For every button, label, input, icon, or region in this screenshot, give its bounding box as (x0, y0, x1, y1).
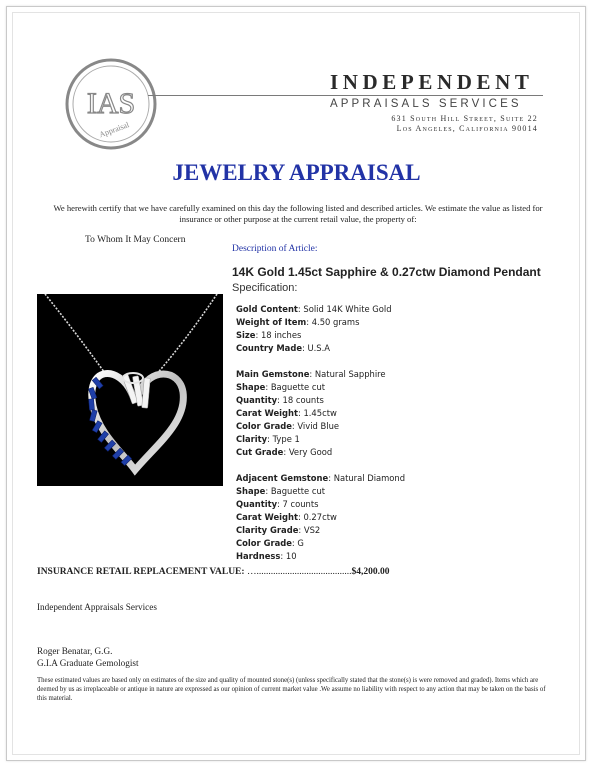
spec-row-main-cut: Cut Grade: Very Good (236, 447, 333, 457)
ias-logo (65, 58, 157, 150)
address-line-1: 631 South Hill Street, Suite 22 (391, 114, 538, 123)
logo-text: IAS (86, 87, 136, 120)
item-title: 14K Gold 1.45ct Sapphire & 0.27ctw Diamond Pendant (232, 265, 541, 279)
company-name: INDEPENDENT (330, 70, 534, 94)
spec-row-adjacent-gemstone: Adjacent Gemstone: Natural Diamond (236, 473, 406, 483)
address-line-2: Los Angeles, California 90014 (396, 124, 538, 133)
spec-row-adjacent-shape: Shape: Baguette cut (236, 486, 326, 496)
insurance-value-line (37, 567, 389, 577)
spec-row-gold-content: Gold Content: Solid 14K White Gold (236, 304, 392, 314)
spec-row-adjacent-carat: Carat Weight: 0.27ctw (236, 512, 337, 522)
signer-name: Roger Benatar, G.G. (37, 646, 113, 656)
description-label: Description of Article: (232, 244, 318, 254)
company-subtitle: APPRAISALS SERVICES (330, 98, 522, 110)
disclaimer-text: These estimated values are based only on estimates of the size and quality of mounted stone(s) (unless specifically stated that the stone(s) is were removed and graded). Items which are deemed by us as irreplaceable or antique in nature are expressed as our opinion of current market value .We assume no liability with respect to any action that may be taken on the basis of this material. (37, 677, 546, 702)
header-rule (148, 95, 543, 96)
spec-row-adjacent-quantity: Quantity: 7 counts (236, 499, 319, 509)
signature-company: Independent Appraisals Services (37, 602, 157, 612)
spec-row-size: Size: 18 inches (236, 330, 302, 340)
spec-row-main-color: Color Grade: Vivid Blue (236, 421, 340, 431)
spec-row-main-shape: Shape: Baguette cut (236, 382, 326, 392)
spec-row-weight: Weight of Item: 4.50 grams (236, 317, 360, 327)
specifications (236, 303, 405, 563)
signer-title: G.I.A Graduate Gemologist (37, 658, 139, 668)
spec-row-main-clarity: Clarity: Type 1 (236, 434, 300, 444)
insurance-dots: …........................................ (246, 567, 352, 577)
spec-row-adjacent-clarity: Clarity Grade: VS2 (236, 525, 321, 535)
insurance-label: INSURANCE RETAIL REPLACEMENT VALUE: (37, 567, 245, 577)
logo-subtext: Appraisal (97, 120, 131, 140)
recipient: To Whom It May Concern (85, 235, 186, 245)
spec-row-country: Country Made: U.S.A (236, 343, 330, 353)
signer-block (37, 645, 139, 669)
spec-row-main-carat: Carat Weight: 1.45ctw (236, 408, 337, 418)
pendant-photo (37, 294, 223, 486)
spec-row-adjacent-color: Color Grade: G (236, 538, 304, 548)
document-title: JEWELRY APPRAISAL (172, 160, 421, 185)
spec-row-main-gemstone: Main Gemstone: Natural Sapphire (236, 369, 386, 379)
intro-text: We herewith certify that we have carefully examined on this day the following listed and described articles. We estimate the value as listed for insurance or other purpose at the current retail value, the property of: (53, 203, 543, 224)
insurance-value: $4,200.00 (351, 567, 390, 577)
spec-row-adjacent-hardness: Hardness: 10 (236, 551, 297, 561)
spec-row-main-quantity: Quantity: 18 counts (236, 395, 324, 405)
pendant-illustration (37, 294, 223, 486)
specification-label: Specification: (232, 282, 298, 294)
